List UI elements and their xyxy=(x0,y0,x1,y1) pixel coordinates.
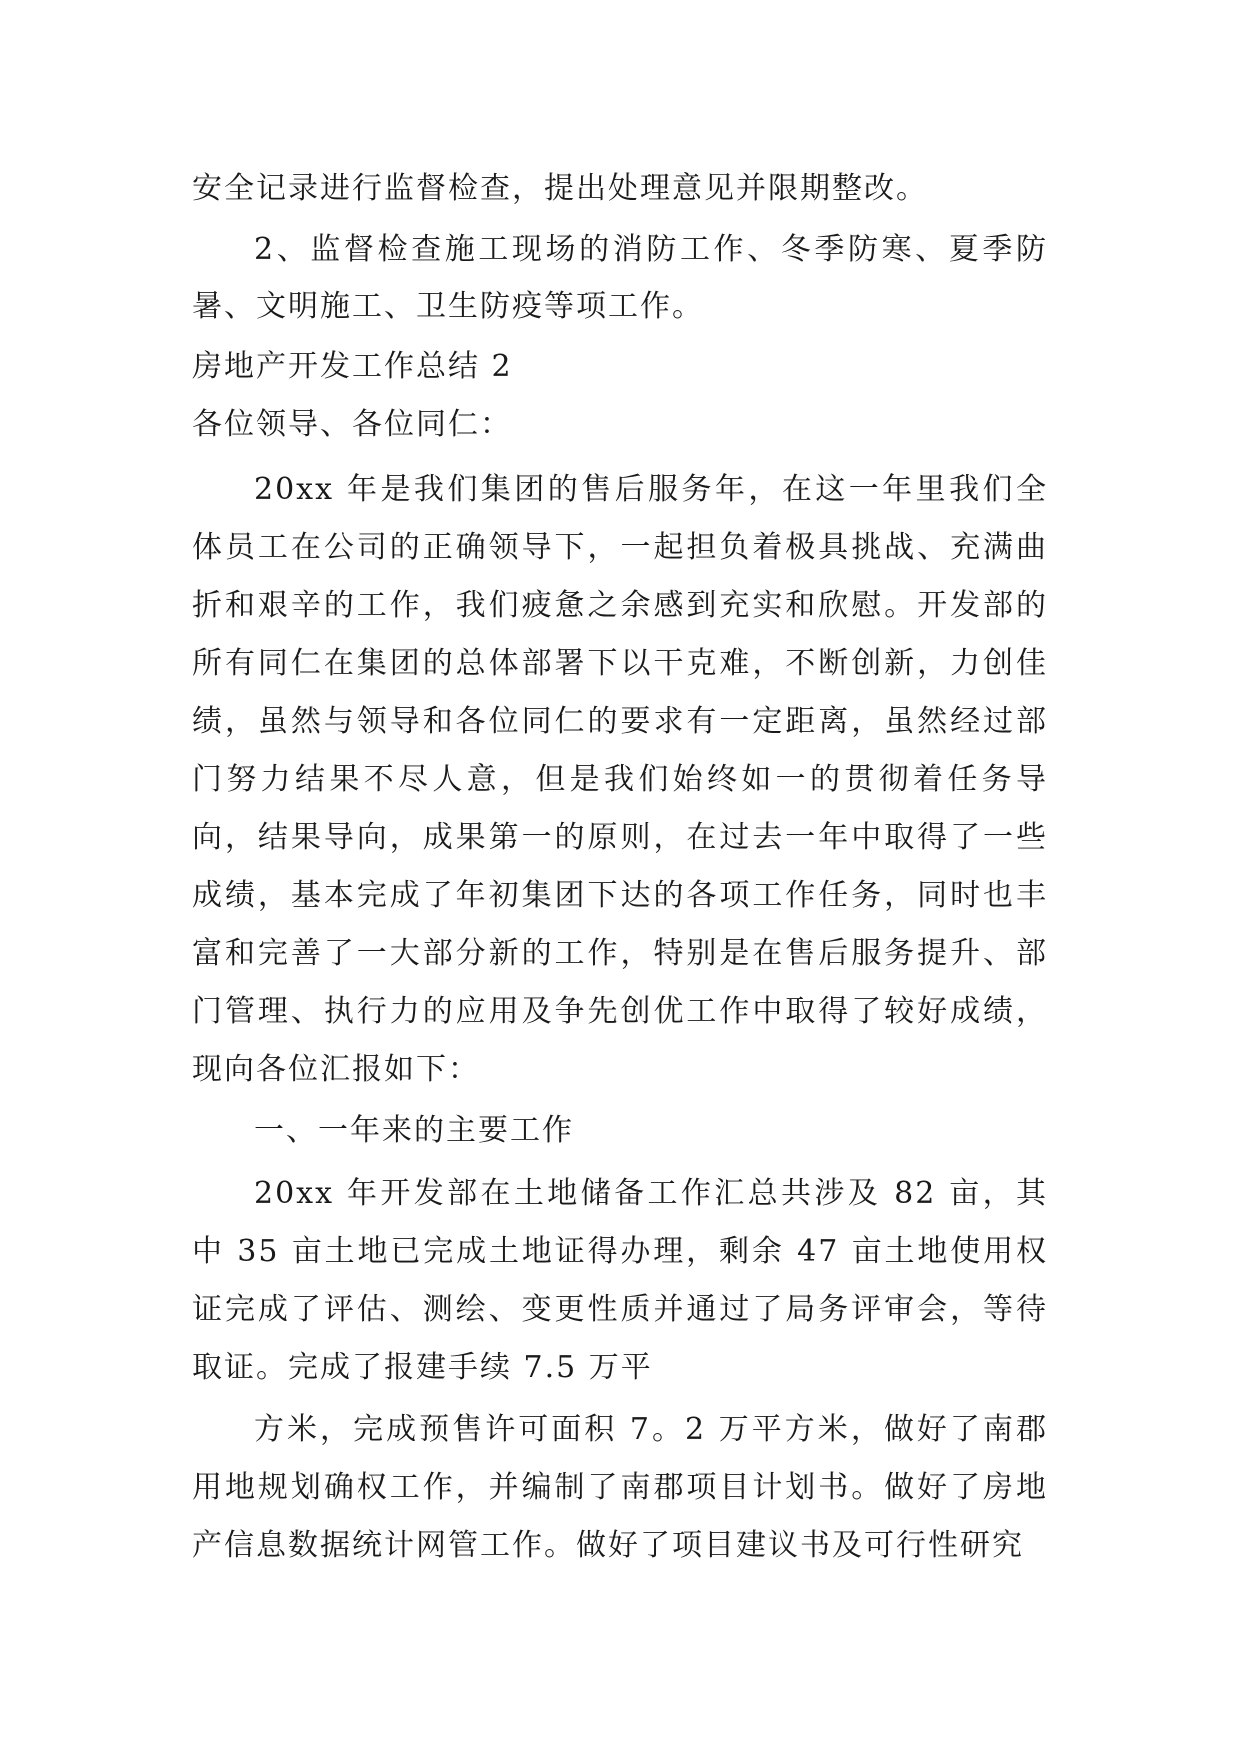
section-heading: 一、一年来的主要工作 xyxy=(254,1113,574,1148)
paragraph-land-reserve: 20xx 年开发部在土地储备工作汇总共涉及 82 亩，其中 35 亩土地已完成土地证得办理，剩余 47 亩土地使用权证完成了评估、测绘、变更性质并通过了局务评审会，等待取证。完成了报建手续 7.5 万平 xyxy=(192,1176,1048,1385)
paragraph-item-2: 2、监督检查施工现场的消防工作、冬季防寒、夏季防暑、文明施工、卫生防疫等项工作。 xyxy=(192,232,1048,324)
document-body xyxy=(192,160,1048,1575)
salutation: 各位领导、各位同仁： xyxy=(192,407,512,442)
paragraph-intro: 20xx 年是我们集团的售后服务年，在这一年里我们全体员工在公司的正确领导下，一起担负着极具挑战、充满曲折和艰辛的工作，我们疲惫之余感到充实和欣慰。开发部的所有同仁在集团的总体部署下以干克难，不断创新，力创佳绩，虽然与领导和各位同仁的要求有一定距离，虽然经过部门努力结果不尽人意，但是我们始终如一的贯彻着任务导向，结果导向，成果第一的原则，在过去一年中取得了一些成绩，基本完成了年初集团下达的各项工作任务，同时也丰富和完善了一大部分新的工作，特别是在售后服务提升、部门管理、执行力的应用及争先创优工作中取得了较好成绩，现向各位汇报如下： xyxy=(192,472,1048,1087)
paragraph-presale: 方米，完成预售许可面积 7。2 万平方米，做好了南郡用地规划确权工作，并编制了南郡项目计划书。做好了房地产信息数据统计网管工作。做好了项目建议书及可行性研究 xyxy=(192,1412,1048,1563)
paragraph-continuation: 安全记录进行监督检查，提出处理意见并限期整改。 xyxy=(192,171,928,206)
document-title: 房地产开发工作总结 2 xyxy=(192,349,513,384)
